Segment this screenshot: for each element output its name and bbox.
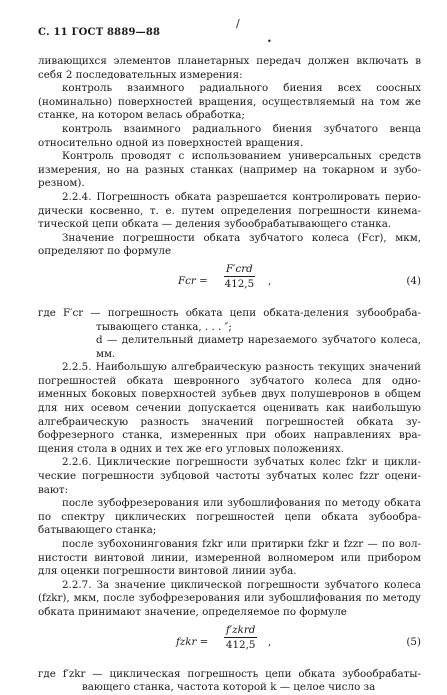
formula-numerator: F′crd: [226, 262, 253, 275]
paragraph: 2.2.5. Наибольшую алгебраическую разность текущих значений погрешностей обката шевронного зубчатого колеса для одноименных боковых поверхностей зубьев двух полушевронов в общем для них осевом сечении допускается оценивать как наибольшую алгебраическую разность значений погрешностей обката зубофрезерного станка, измеренных при обоих направлениях вращения стола в одних и тех же его угловых положениях.: [38, 361, 421, 455]
page-header: С. 11 ГОСТ 8889—88: [38, 27, 161, 38]
paragraph: контроль взаимного радиального биения всех соосных (номинально) поверхностей вращения, осуществляемый на том же станке, на котором велась обработка;: [38, 82, 421, 122]
formula-lhs: Fcr =: [178, 274, 208, 287]
scan-dot: •: [267, 37, 272, 46]
formula-suffix: ,: [268, 274, 272, 287]
formula-lhs: fzkr =: [176, 635, 209, 648]
formula-suffix: ,: [268, 635, 272, 648]
paragraph: ливающихся элементов планетарных передач должен включать в себя 2 последовательных измерения:: [38, 55, 421, 81]
definition: d — делительный диаметр нарезаемого зубчатого колеса, мм.: [96, 334, 421, 360]
paragraph: Контроль проводят с использованием универсальных средств измерения, но на разных станках (например на токарном и зуборезном).: [38, 150, 421, 190]
handwritten-mark: /: [236, 17, 240, 30]
formula-numerator: f′zkrd: [226, 623, 256, 636]
paragraph: контроль взаимного радиального биения зубчатого венца относительно одной из поверхностей вращения.: [38, 122, 421, 149]
definition: где F′cr — погрешность обката цепи обката-деления зубообрабатывающего станка, . . . ″;: [38, 306, 421, 333]
paragraph: после зубофрезерования или зубошлифования по методу обката по спектру циклических погрешностей цепи обката зубообрабатывающего станка;: [38, 497, 421, 537]
paragraph: 2.2.4. Погрешность обката разрешается контролировать периодически косвенно, т. е. путем определения погрешности кинематической цепи обката — деления зубообрабатывающего станка.: [38, 190, 421, 231]
formula-denominator: 412,5: [224, 277, 255, 290]
formula-number: (4): [406, 274, 421, 287]
paragraph: 2.2.6. Циклические погрешности зубчатых колес fzkr и циклические погрешности зубцовой частоты зубчатых колес fzzr оценивают:: [38, 456, 421, 496]
paragraph: Значение погрешности обката зубчатого колеса (Fcr), мкм, определяют по формуле: [38, 231, 421, 258]
definition: где f′zkr — циклическая погрешность цепи обката зубообрабатывающего станка, частота которой k — целое число за: [38, 667, 421, 694]
formula-fraction: [224, 624, 257, 652]
paragraph: после зубохонингования fzkr или притирки fzkr и fzzr — по волнистости винтовой линии, измеренной волномером или прибором для оценки погрешности винтовой линии зуба.: [38, 538, 421, 578]
formula-fraction: [224, 263, 255, 291]
formula-denominator: 412,5: [225, 638, 256, 651]
paragraph: 2.2.7. За значение циклической погрешности зубчатого колеса (fzkr), мкм, после зубофрезерования или зубошлифования по методу обката принимают значение, определяемое по формуле: [38, 578, 421, 618]
formula-number: (5): [406, 635, 421, 648]
formula-4: [38, 263, 421, 301]
document-body: [38, 55, 421, 695]
